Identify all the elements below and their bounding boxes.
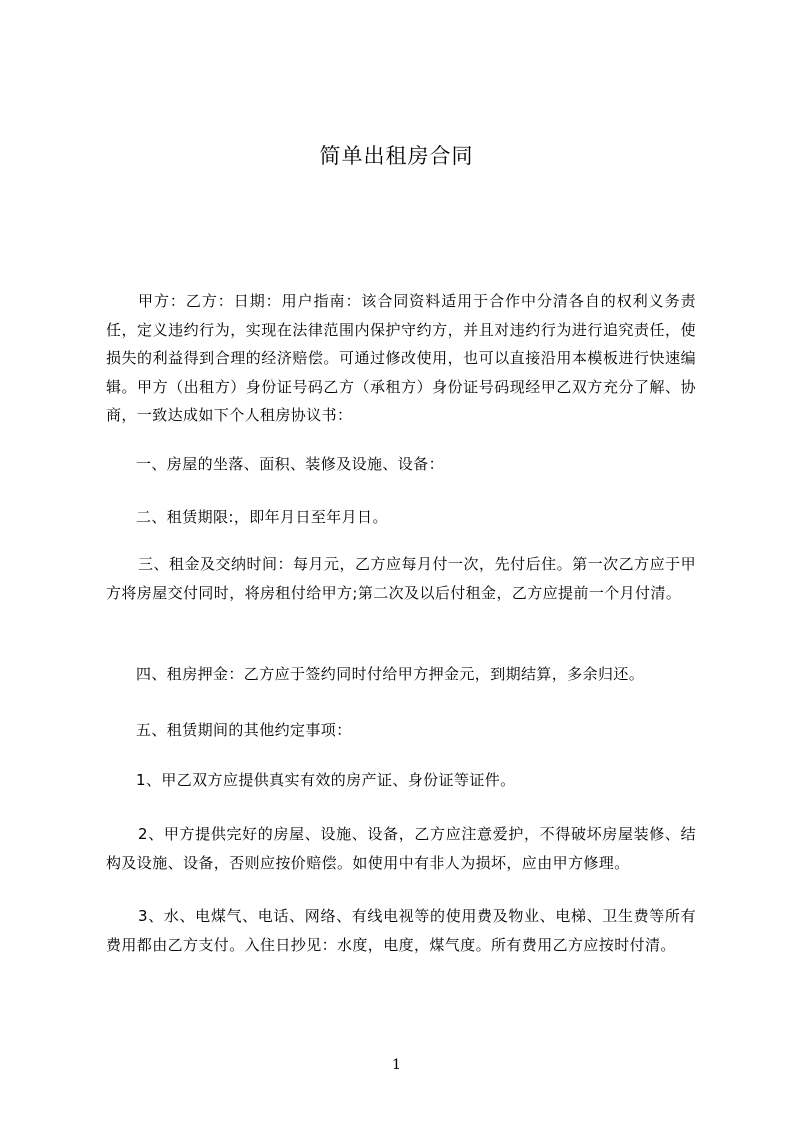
page-number: 1: [392, 1057, 401, 1073]
clause-1-location: 一、房屋的坐落、面积、装修及设施、设备：: [136, 455, 445, 473]
subclause-3-utilities: 3、水、电煤气、电话、网络、有线电视等的使用费及物业、电梯、卫生费等所有费用都由乙方支付。入住日抄见：水度，电度，煤气度。所有费用乙方应按时付清。: [106, 907, 696, 954]
clause-4-deposit: 四、租房押金：乙方应于签约同时付给甲方押金元，到期结算，多余归还。: [136, 665, 645, 683]
clause-2-term: 二、租赁期限:，即年月日至年月日。: [136, 508, 388, 526]
subclause-2-property-care: 2、甲方提供完好的房屋、设施、设备，乙方应注意爱护，不得破坏房屋装修、结构及设施、设备，否则应按价赔偿。如使用中有非人为损坏，应由甲方修理。: [106, 825, 696, 872]
intro-paragraph: 甲方：乙方：日期：用户指南：该合同资料适用于合作中分清各自的权利义务责任，定义违约行为，实现在法律范围内保护守约方，并且对违约行为进行追究责任，使损失的利益得到合理的经济赔偿。可通过修改使用，也可以直接沿用本模板进行快速编辑。甲方（出租方）身份证号码乙方（承租方）身份证号码现经甲乙双方充分了解、协商，一致达成如下个人租房协议书：: [106, 292, 696, 424]
document-title: 简单出租房合同: [319, 144, 474, 168]
clause-3-rent: 三、租金及交纳时间：每月元，乙方应每月付一次，先付后住。第一次乙方应于甲方将房屋交付同时，将房租付给甲方;第二次及以后付租金，乙方应提前一个月付清。: [106, 555, 696, 602]
subclause-1-documents: 1、甲乙双方应提供真实有效的房产证、身份证等证件。: [136, 771, 516, 789]
clause-5-other-terms: 五、租赁期间的其他约定事项：: [136, 721, 352, 739]
